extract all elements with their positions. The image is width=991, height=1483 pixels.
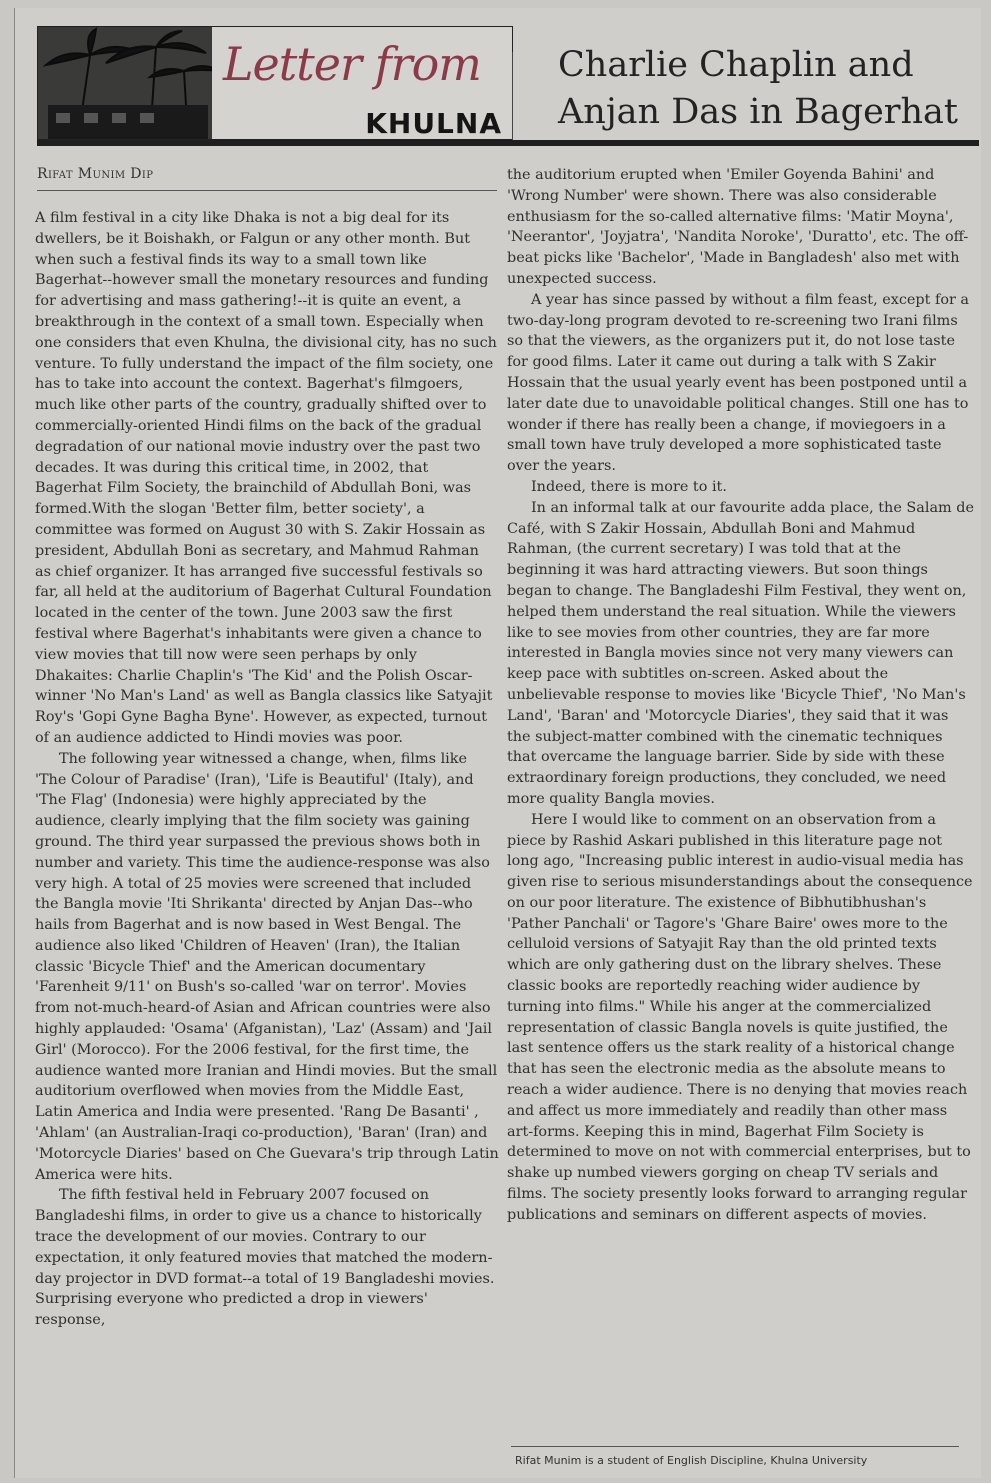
city-label: KHULNA (365, 107, 502, 140)
headline-line-2: Anjan Das in Bagerhat (558, 92, 958, 132)
footer-rule (511, 1446, 959, 1447)
column-masthead (37, 26, 511, 138)
paragraph: In an informal talk at our favourite adda place, the Salam de Café, with S Zakir Hossain, Abdullah Boni and Mahmud Rahman, (the current secretary) I was told that at the beginning it was hard attracting viewers. But soon things began to change. The Bangladeshi Film Festival, they went on, helped them understand the real situation. While the viewers like to see movies from other countries, they are far more interested in Bangla movies since not very many viewers can keep pace with subtitles on-screen. Asked about the unbelievable response to movies like 'Bicycle Thief', 'No Man's Land', 'Baran' and 'Motorcycle Diaries', they said that it was the subject-matter combined with the cinematic techniques that overcame the language barrier. Side by side with these extraordinary foreign productions, they concluded, we need more quality Bangla movies. (507, 499, 974, 807)
paragraph: Indeed, there is more to it. (531, 478, 727, 495)
paragraph: A year has since passed by without a film feast, except for a two-day-long program devoted to re-screening two Irani films so that the viewers, as the organizers put it, do not lose taste for good films. Later it came out during a talk with S Zakir Hossain that the usual yearly event has been postponed until a later date due to unavoidable political changes. Still one has to wonder if there has really been a change, if moviegoers in a small town have truly developed a more sophisticated taste over the years. (507, 291, 970, 475)
paragraph: Here I would like to comment on an observation from a piece by Rashid Askari published in this literature page not long ago, "Increasing public interest in audio-visual media has given rise to serious misunderstandings about the consequence on our poor literature. The existence of Bibhutibhushan's 'Pather Panchali' or Tagore's 'Ghare Baire' owes more to the celluloid versions of Satyajit Ray than the old printed texts which are only gathering dust on the library shelves. These classic books are reportedly reaching wider audience by turning into films." While his anger at the commercialized representation of classic Bangla novels is quite justified, the last sentence offers us the stark reality of a historical change that has seen the electronic media as the absolute means to reach a wider audience. There is no denying that movies reach and affect us more immediately and readily than other mass art-forms. Keeping this in mind, Bagerhat Film Society is determined to move on not with commercial enterprises, but to shake up numbed viewers gorging on cheap TV serials and films. The society presently looks forward to arranging regular publications and seminars on different aspects of movies. (507, 811, 973, 1223)
headline-rule (37, 140, 979, 146)
author-note: Rifat Munim is a student of English Discipline, Khulna University (515, 1454, 868, 1467)
paragraph: The fifth festival held in February 2007 focused on Bangladeshi films, in order to give us a chance to historically trace the development of our movies. Contrary to our expectation, it only featured movies that matched the modern-day projector in DVD format--a total of 19 Bangladeshi movies. Surprising everyone who predicted a drop in viewers' response, (35, 1187, 495, 1329)
letter-from-script: Letter from (223, 37, 481, 91)
masthead-divider (512, 52, 513, 144)
right-column (507, 165, 975, 1226)
paragraph: the auditorium erupted when 'Emiler Goyenda Bahini' and 'Wrong Number' were shown. There was also considerable enthusiasm for the so-called alternative films: 'Matir Moyna', 'Neerantor', 'Joyjatra', 'Nandita Noroke', 'Duratto', etc. The off-beat picks like 'Bachelor', 'Made in Bangladesh' also met with unexpected success. (507, 167, 969, 287)
paragraph: The following year witnessed a change, when, films like 'The Colour of Paradise' (Iran), 'Life is Beautiful' (Italy), and 'The Flag' (Indonesia) were highly appreciated by the audience, clearly implying that the film society was gaining ground. The third year surpassed the previous shows both in number and variety. This time the audience-response was also very high. A total of 25 movies were screened that included the Bangla movie 'Iti Shrikanta' directed by Anjan Das--who hails from Bagerhat and is now based in West Bengal. The audience also liked 'Children of Heaven' (Iran), the Italian classic 'Bicycle Thief' and the American documentary 'Farenheit 9/11' on Bush's so-called 'war on terror'. Movies from not-much-heard-of Asian and African countries were also highly applauded: 'Osama' (Afganistan), 'Laz' (Assam) and 'Jail Girl' (Morocco). For the 2006 festival, for the first time, the audience wanted more Iranian and Hindi movies. But the small auditorium overflowed when movies from the Middle East, Latin America and India were presented. 'Rang De Basanti' , 'Ahlam' (an Australian-Iraqi co-production), 'Baran' (Iran) and 'Motorcycle Diaries' based on Che Guevara's trip through Latin America were hits. (35, 750, 499, 1183)
byline: Rifat Munim Dip (37, 166, 154, 182)
headline (558, 42, 978, 136)
paragraph: A film festival in a city like Dhaka is not a big deal for its dwellers, be it Boishakh, or Falgun or any other month. But when such a festival finds its way to a small town like Bagerhat--however small the monetary resources and funding for advertising and mass gathering!--it is quite an event, a breakthrough in the context of a small town. Especially when one considers that even Khulna, the divisional city, has no such venture. To fully understand the impact of the film society, one has to take into account the context. Bagerhat's filmgoers, much like other parts of the country, gradually shifted over to commercially-oriented Hindi films on the back of the gradual degradation of our national movie industry over the past two decades. It was during this critical time, in 2002, that Bagerhat Film Society, the brainchild of Abdullah Boni, was formed.With the slogan 'Better film, better society', a committee was formed on August 30 with S. Zakir Hossain as president, Abdullah Boni as secretary, and Mahmud Rahman as chief organizer. It has arranged five successful festivals so far, all held at the auditorium of Bagerhat Cultural Foundation located in the center of the town. June 2003 saw the first festival where Bagerhat's inhabitants were given a chance to view movies that till now were seen perhaps by only Dhakaites: Charlie Chaplin's 'The Kid' and the Polish Oscar-winner 'No Man's Land' as well as Bangla classics like Satyajit Roy's 'Gopi Gyne Bagha Byne'. However, as expected, turnout of an audience addicted to Hindi movies was poor. (35, 210, 497, 746)
newspaper-page (14, 8, 981, 1478)
palm-tree-illustration (37, 26, 513, 140)
byline-rule (37, 190, 497, 191)
left-column (35, 208, 499, 1331)
headline-line-1: Charlie Chaplin and (558, 45, 914, 85)
